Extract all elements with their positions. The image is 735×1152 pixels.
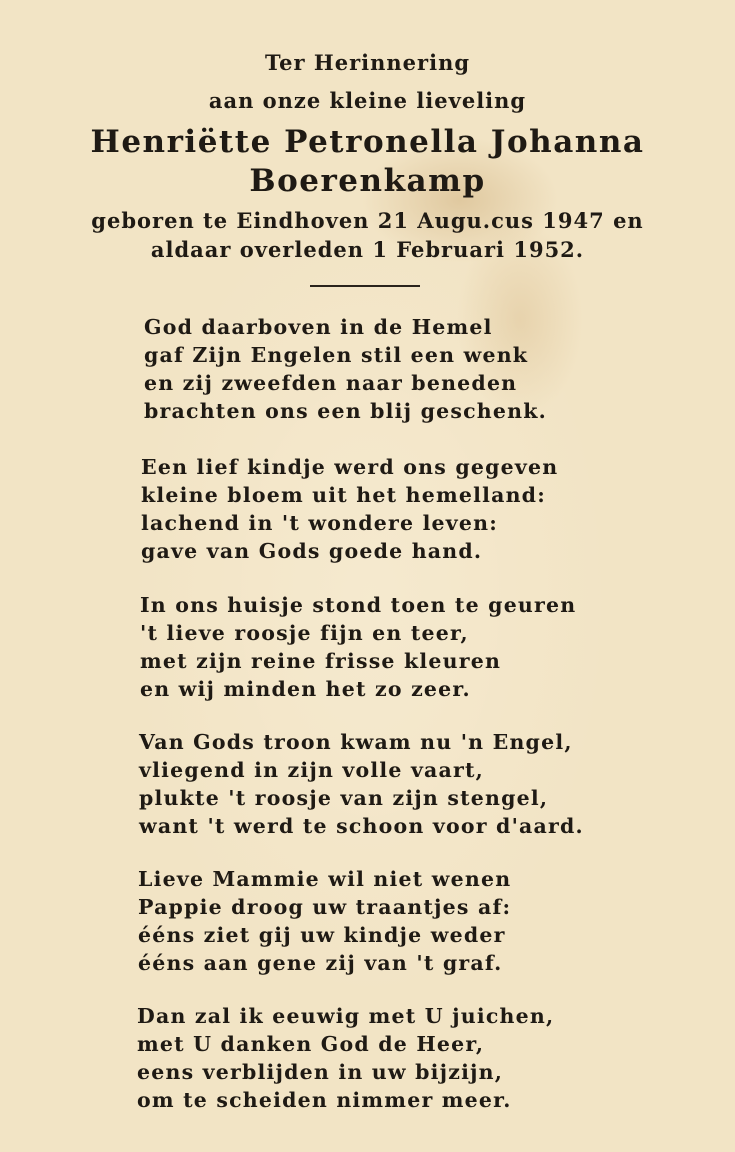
poem-stanza-1 <box>144 313 547 425</box>
poem-line: gave van Gods goede hand. <box>141 539 483 563</box>
poem-line: vliegend in zijn volle vaart, <box>139 758 485 782</box>
poem-line: om te scheiden nimmer meer. <box>137 1088 512 1112</box>
deceased-name-line-1: Henriëtte Petronella Johanna <box>90 124 645 160</box>
poem-line: plukte 't roosje van zijn stengel, <box>139 786 549 810</box>
poem-line: lachend in 't wondere leven: <box>141 511 499 535</box>
poem-line: ééns ziet gij uw kindje weder <box>138 923 506 947</box>
poem-line: Een lief kindje werd ons gegeven <box>141 455 559 479</box>
poem-stanza-2 <box>141 453 558 565</box>
poem-line: want 't werd te schoon voor d'aard. <box>139 814 584 838</box>
poem-line: eens verblijden in uw bijzijn, <box>137 1060 504 1084</box>
poem-line: en zij zweefden naar beneden <box>144 371 518 395</box>
card-subheading: aan onze kleine lieveling <box>208 88 527 113</box>
birth-details-line-1: geboren te Eindhoven 21 Augu.cus 1947 en <box>91 208 644 233</box>
poem-line: Dan zal ik eeuwig met U juichen, <box>137 1004 555 1028</box>
poem-stanza-4 <box>139 728 584 840</box>
poem-stanza-3 <box>140 591 576 703</box>
poem-line: brachten ons een blij geschenk. <box>144 399 547 423</box>
poem-line: Van Gods troon kwam nu 'n Engel, <box>139 730 573 754</box>
poem-line: kleine bloem uit het hemelland: <box>141 483 546 507</box>
ornamental-divider <box>310 285 420 287</box>
card-heading: Ter Herinnering <box>264 50 471 75</box>
deceased-name-line-2: Boerenkamp <box>249 163 486 199</box>
poem-line: 't lieve roosje fijn en teer, <box>140 621 469 645</box>
poem-line: met U danken God de Heer, <box>137 1032 485 1056</box>
poem-line: God daarboven in de Hemel <box>144 315 493 339</box>
birth-details-line-2: aldaar overleden 1 Februari 1952. <box>150 237 585 262</box>
poem-line: ééns aan gene zij van 't graf. <box>138 951 503 975</box>
poem-line: gaf Zijn Engelen stil een wenk <box>144 343 529 367</box>
poem-line: In ons huisje stond toen te geuren <box>140 593 577 617</box>
poem-line: Lieve Mammie wil niet wenen <box>138 867 512 891</box>
poem-line: met zijn reine frisse kleuren <box>140 649 502 673</box>
poem-line: en wij minden het zo zeer. <box>140 677 471 701</box>
poem-line: Pappie droog uw traantjes af: <box>138 895 512 919</box>
poem-stanza-5 <box>138 865 511 977</box>
poem-stanza-6 <box>137 1002 554 1114</box>
